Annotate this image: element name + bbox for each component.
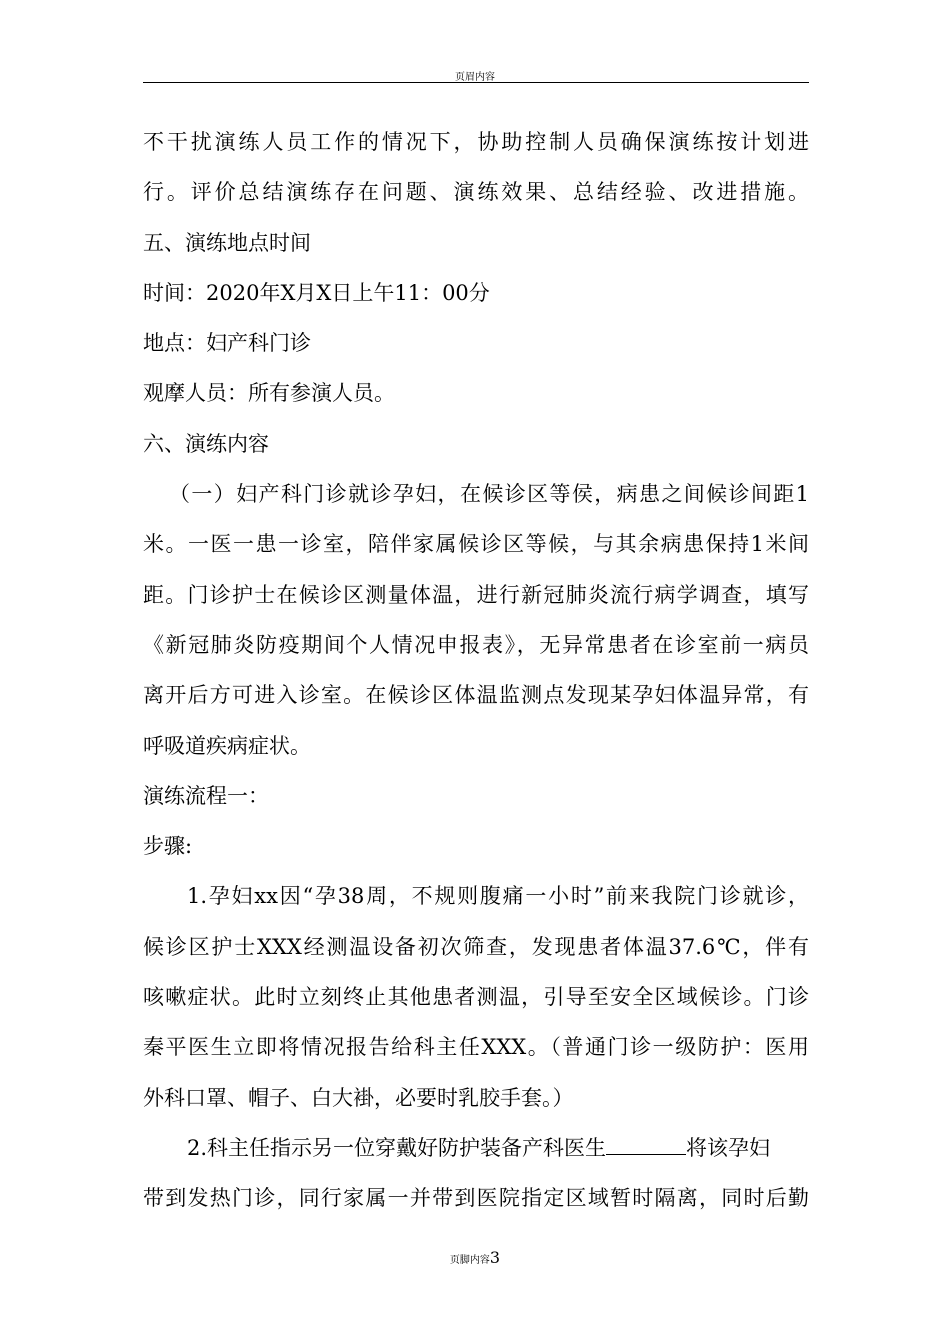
page-footer: [0, 1250, 950, 1269]
section-heading: 六、演练内容: [143, 431, 269, 456]
body-line: 行。评价总结演练存在问题、演练效果、总结经验、改进措施。: [143, 180, 809, 205]
section-heading: 五、演练地点时间: [143, 230, 311, 255]
body-line: 离开后方可进入诊室。在候诊区体温监测点发现某孕妇体温异常，有: [143, 683, 809, 708]
location-line: 地点：妇产科门诊: [143, 331, 311, 356]
header-rule: [143, 82, 809, 83]
body-line: （一）妇产科门诊就诊孕妇，在候诊区等侯，病患之间候诊间距1: [169, 482, 809, 507]
body-line: 咳嗽症状。此时立刻终止其他患者测温，引导至安全区域候诊。门诊: [143, 985, 809, 1010]
subheading: 步骤:: [143, 834, 193, 859]
item-2-text-before: 2.科主任指示另一位穿戴好防护装备产科医生: [187, 1135, 607, 1160]
footer-label: 页脚内容: [449, 1255, 490, 1266]
body-line: 《新冠肺炎防疫期间个人情况申报表》，无异常患者在诊室前一病员: [143, 632, 809, 657]
body-line: 外科口罩、帽子、白大褂，必要时乳胶手套。）: [143, 1085, 574, 1110]
page-number: 3: [489, 1248, 501, 1267]
body-line: 不干扰演练人员工作的情况下，协助控制人员确保演练按计划进: [143, 130, 809, 154]
item-2-text-after: 将该孕妇: [686, 1135, 771, 1160]
body-line: 候诊区护士XXX经测温设备初次筛查，发现患者体温37.6℃，伴有: [143, 934, 809, 959]
time-line: 时间：2020年X月X日上午11：00分: [143, 280, 490, 305]
page-header: 页眉内容: [455, 72, 495, 83]
body-line: 呼吸道疾病症状。: [143, 733, 311, 758]
subheading: 演练流程一：: [143, 783, 269, 808]
fill-in-blank: [606, 1134, 686, 1155]
document-body: [143, 117, 809, 1224]
item-2-line: [143, 1123, 809, 1173]
body-line: 秦平医生立即将情况报告给科主任XXX。（普通门诊一级防护：医用: [143, 1035, 809, 1060]
body-line: 米。一医一患一诊室，陪伴家属候诊区等候，与其余病患保持1米间: [143, 532, 809, 557]
body-line: 带到发热门诊，同行家属一并带到医院指定区域暂时隔离，同时后勤: [143, 1186, 809, 1211]
body-line: 1.孕妇xx因“孕38周，不规则腹痛一小时”前来我院门诊就诊，: [187, 884, 809, 909]
observers-line: 观摩人员：所有参演人员。: [143, 381, 395, 406]
body-line: 距。门诊护士在候诊区测量体温，进行新冠肺炎流行病学调查，填写: [143, 582, 809, 607]
